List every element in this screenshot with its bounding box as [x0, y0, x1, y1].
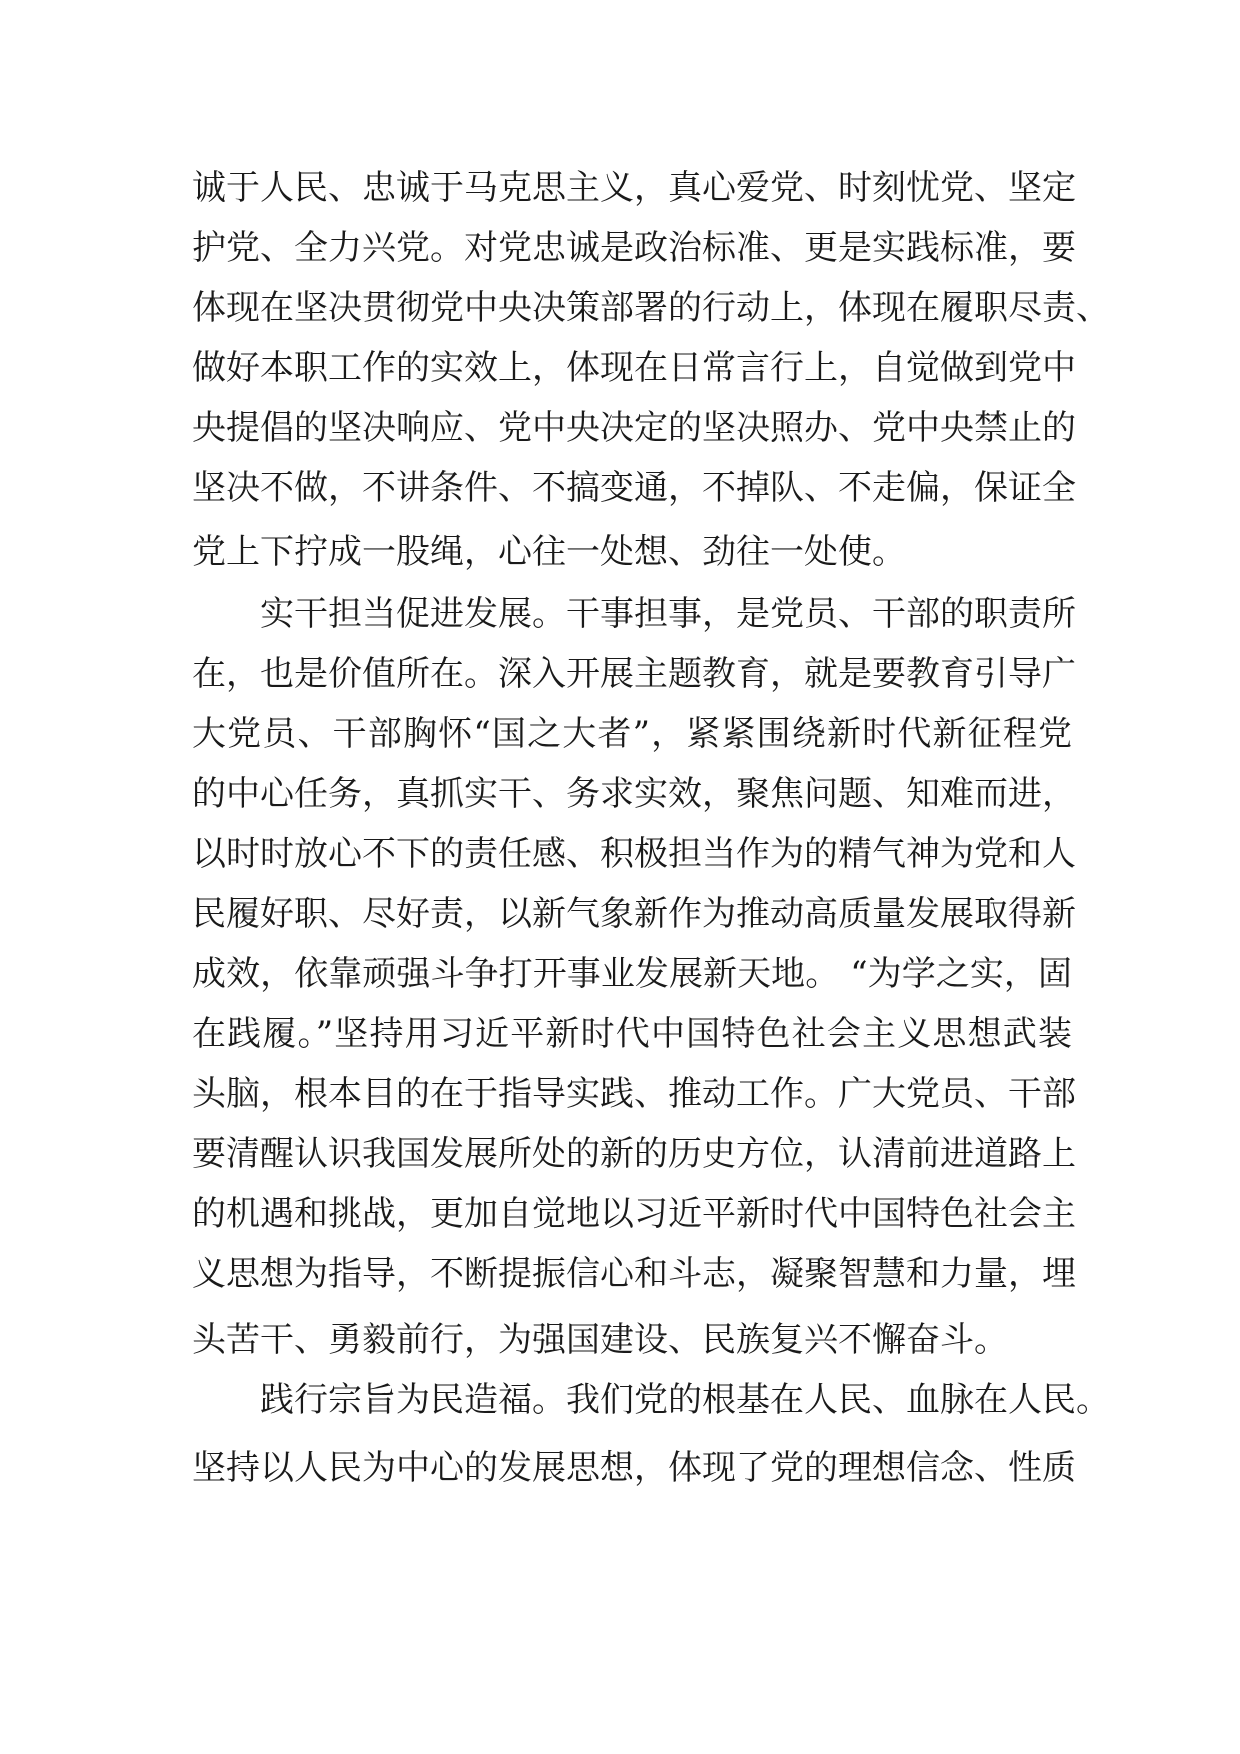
- text-line: 诚于人民、忠诚于马克思主义，真心爱党、时刻忧党、坚定: [192, 168, 1076, 208]
- text-line: 民履好职、尽好责，以新气象新作为推动高质量发展取得新: [192, 894, 1076, 934]
- text-line: 的中心任务，真抓实干、务求实效，聚焦问题、知难而进，: [192, 774, 1076, 814]
- paragraph-heading-line: 实干担当促进发展。干事担事，是党员、干部的职责所: [260, 594, 1076, 634]
- text-line: 护党、全力兴党。对党忠诚是政治标准、更是实践标准，要: [192, 228, 1076, 268]
- text-line: 在践履。”坚持用习近平新时代中国特色社会主义思想武装: [192, 1014, 1072, 1054]
- text-line: 头脑，根本目的在于指导实践、推动工作。广大党员、干部: [192, 1074, 1076, 1114]
- text-line: 坚持以人民为中心的发展思想，体现了党的理想信念、性质: [192, 1448, 1076, 1488]
- text-line: 大党员、干部胸怀“国之大者”，紧紧围绕新时代新征程党: [192, 714, 1072, 754]
- text-line: 央提倡的坚决响应、党中央决定的坚决照办、党中央禁止的: [192, 408, 1076, 448]
- text-line: 的机遇和挑战，更加自觉地以习近平新时代中国特色社会主: [192, 1194, 1076, 1234]
- text-line: 做好本职工作的实效上，体现在日常言行上，自觉做到党中: [192, 348, 1076, 388]
- text-line: 坚决不做，不讲条件、不搞变通，不掉队、不走偏，保证全: [192, 468, 1076, 508]
- paragraph-heading-line: 践行宗旨为民造福。我们党的根基在人民、血脉在人民。: [260, 1380, 1110, 1420]
- text-line: 以时时放心不下的责任感、积极担当作为的精气神为党和人: [192, 834, 1076, 874]
- text-line: 成效，依靠顽强斗争打开事业发展新天地。 “为学之实，固: [192, 954, 1072, 994]
- text-line: 在，也是价值所在。深入开展主题教育，就是要教育引导广: [192, 654, 1076, 694]
- text-line: 义思想为指导，不断提振信心和斗志，凝聚智慧和力量，埋: [192, 1254, 1076, 1294]
- text-line: 党上下拧成一股绳，心往一处想、劲往一处使。: [192, 532, 906, 572]
- text-line: 要清醒认识我国发展所处的新的历史方位，认清前进道路上: [192, 1134, 1076, 1174]
- text-line: 体现在坚决贯彻党中央决策部署的行动上，体现在履职尽责、: [192, 288, 1110, 328]
- text-line: 头苦干、勇毅前行，为强国建设、民族复兴不懈奋斗。: [192, 1320, 1008, 1360]
